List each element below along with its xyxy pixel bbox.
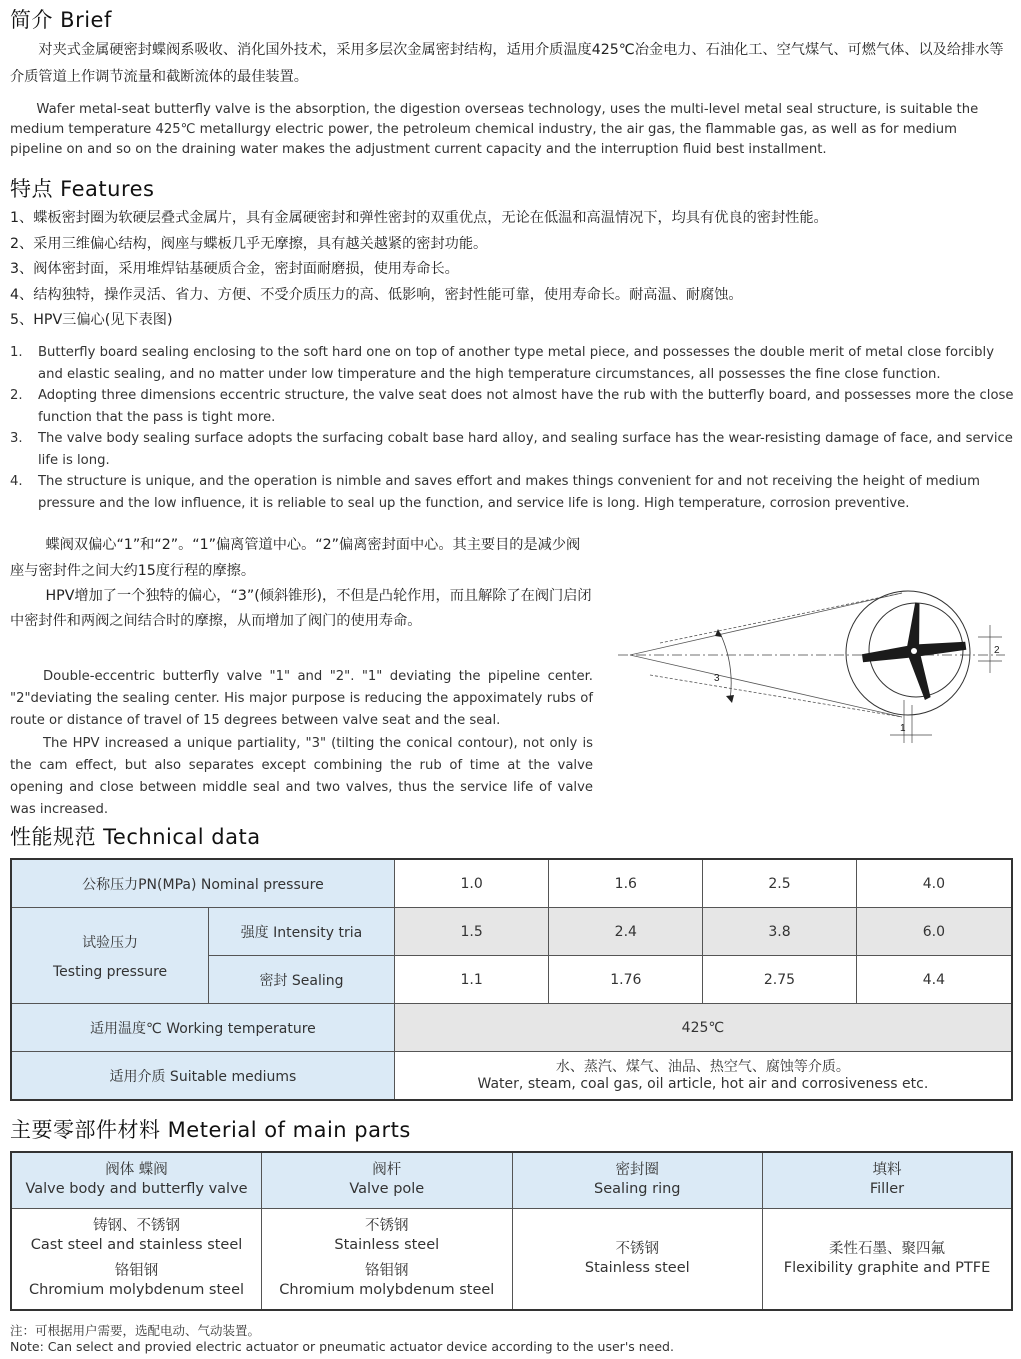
eccentric-en-2: The HPV increased a unique partiality, "3" (tilting the conical contour), not only is the cam effect, but also separates except combining the rub of time at the valve opening and close between middle seal and two valves, thus the service life of valve was increased. xyxy=(10,736,593,817)
cell-body xyxy=(11,1208,262,1310)
brief-en: Wafer metal-seat butterfly valve is the absorption, the digestion overseas technology, uses the multi-level metal seal structure, is suitable the medium temperature 425℃ metallurgy electric power, the petroleum chemical industry, the air gas, the flammable gas, as well as for medium pipeline on and so on the draining water makes the adjustment current capacity and the interruption fluid best installment. xyxy=(10,102,979,157)
nominal-value: 1.0 xyxy=(394,859,549,908)
testing-pressure-label xyxy=(11,908,209,1004)
cone-line-dashed-upper xyxy=(660,593,902,643)
feature-en-number: 4. xyxy=(10,474,23,489)
sealing-value: 1.76 xyxy=(549,956,703,1004)
feature-cn-5: 5、HPV三偏心(见下表图) xyxy=(10,312,173,328)
cell-pole xyxy=(262,1208,513,1310)
feature-en-number: 1. xyxy=(10,345,23,360)
arc-arrow-bottom xyxy=(726,695,734,703)
materials-heading: 主要零部件材料 Meterial of main parts xyxy=(10,1118,411,1142)
nominal-value: 2.5 xyxy=(703,859,857,908)
sealing-label: 密封 Sealing xyxy=(209,956,395,1004)
material-line: Cast steel and stainless steel xyxy=(30,1237,243,1254)
eccentric-en-1: Double-eccentric butterfly valve "1" and "2". "1" deviating the pipeline center. "2"deviating the sealing center. His major purpose is reducing the appoximately rubs of route or distance of travel of 15 degrees between valve seat and the seal. xyxy=(10,669,593,728)
material-line: Flexibility graphite and PTFE xyxy=(783,1259,991,1276)
intensity-value: 1.5 xyxy=(394,908,549,956)
nominal-pressure-label: 公称压力PN(MPa) Nominal pressure xyxy=(11,859,394,908)
header-cn: 密封圈 xyxy=(615,1162,660,1179)
material-line: 铬钼钢 xyxy=(365,1263,409,1280)
feature-en-list xyxy=(10,342,1014,514)
temperature-label: 适用温度℃ Working temperature xyxy=(11,1004,394,1052)
label-1: 1 xyxy=(900,723,906,734)
material-line: 铬钼钢 xyxy=(114,1263,159,1280)
angle-arc xyxy=(720,633,731,700)
material-line: 铸钢、不锈钢 xyxy=(93,1218,181,1235)
header-body xyxy=(11,1152,262,1208)
feature-cn-3: 3、阀体密封面，采用堆焊钴基硬质合金，密封面耐磨损，使用寿命长。 xyxy=(10,261,459,277)
table-row xyxy=(11,859,1012,908)
medium-cn: 水、蒸汽、煤气、油品、热空气、腐蚀等介质。 xyxy=(555,1058,850,1075)
medium-value xyxy=(394,1052,1012,1101)
header-pole xyxy=(262,1152,513,1208)
feature-cn-1: 1、蝶板密封圈为软硬层叠式金属片，具有金属硬密封和弹性密封的双重优点，无论在低温和高温情况下，均具有优良的密封性能。 xyxy=(10,210,828,226)
brief-heading: 简介 Brief xyxy=(10,8,112,32)
table-row xyxy=(11,1208,1012,1310)
feature-en-item xyxy=(10,471,1014,514)
header-en: Valve pole xyxy=(349,1181,425,1198)
shaft-center xyxy=(911,648,917,654)
technical-heading: 性能规范 Technical data xyxy=(10,825,261,849)
nominal-value: 1.6 xyxy=(549,859,703,908)
feature-en-item xyxy=(10,385,1014,428)
table-row xyxy=(11,1052,1012,1101)
feature-en-item xyxy=(10,428,1014,471)
cell-ring xyxy=(512,1208,762,1310)
nominal-value: 4.0 xyxy=(856,859,1012,908)
header-en: Sealing ring xyxy=(594,1181,681,1198)
header-cn: 阀体 蝶阀 xyxy=(105,1162,168,1179)
cone-line-lower xyxy=(630,655,902,717)
feature-en-text: Butterfly board sealing enclosing to the soft hard one on top of another type metal piece, and possesses the double merit of metal close forcibly and elastic sealing, and no matter under low timperature and the high temperature circumstances, all possesses the fine close function. xyxy=(38,345,995,382)
temperature-value: 425℃ xyxy=(394,1004,1012,1052)
medium-en: Water, steam, coal gas, oil article, hot air and corrosiveness etc. xyxy=(477,1075,929,1092)
table-row xyxy=(11,908,1012,956)
intensity-value: 2.4 xyxy=(549,908,703,956)
sealing-value: 4.4 xyxy=(856,956,1012,1004)
cell-filler xyxy=(763,1208,1013,1310)
eccentric-cn-2: HPV增加了一个独特的偏心，“3”(倾斜锥形)，不但是凸轮作用，而且解除了在阀门启闭中密封件和两阀之间结合时的摩擦，从而增加了阀门的使用寿命。 xyxy=(10,588,592,629)
triple-eccentric-diagram xyxy=(610,585,1015,750)
material-line: Chromium molybdenum steel xyxy=(279,1282,495,1299)
cone-line-dashed-lower xyxy=(650,675,902,717)
material-line: Stainless steel xyxy=(334,1237,440,1254)
eccentric-cn-1: 蝶阀双偏心“1”和“2”。“1”偏离管道中心。“2”偏离密封面中心。其主要目的是减少阀座与密封件之间大约15度行程的摩擦。 xyxy=(10,537,581,579)
label-2: 2 xyxy=(994,645,1000,656)
header-cn: 填料 xyxy=(872,1162,902,1179)
medium-label: 适用介质 Suitable mediums xyxy=(11,1052,394,1101)
feature-en-item xyxy=(10,342,1014,385)
header-en: Filler xyxy=(869,1181,905,1198)
materials-table xyxy=(10,1151,1013,1311)
material-line: 柔性石墨、聚四氟 xyxy=(829,1240,945,1257)
sealing-value: 1.1 xyxy=(394,956,549,1004)
header-en: Valve body and butterfly valve xyxy=(25,1181,248,1198)
brief-cn: 对夹式金属硬密封蝶阀系吸收、消化国外技术，采用多层次金属密封结构，适用介质温度425℃冶金电力、石油化工、空气煤气、可燃气体、以及给排水等介质管道上作调节流量和截断流体的最佳装置。 xyxy=(10,42,1004,85)
material-line: 不锈钢 xyxy=(365,1218,409,1235)
feature-cn-2: 2、采用三维偏心结构，阀座与蝶板几乎无摩擦，具有越关越紧的密封功能。 xyxy=(10,236,488,252)
header-cn: 阀杆 xyxy=(372,1162,402,1179)
material-line: Chromium molybdenum steel xyxy=(28,1282,245,1299)
header-filler xyxy=(763,1152,1013,1208)
testing-pressure-cn: 试验压力 xyxy=(82,934,139,951)
feature-en-text: Adopting three dimensions eccentric structure, the valve seat does not almost have the rub with the butterfly board, and possesses more the close function that the pass is tight more. xyxy=(38,388,1014,425)
label-3: 3 xyxy=(714,673,720,684)
features-heading: 特点 Features xyxy=(10,177,155,201)
header-ring xyxy=(512,1152,762,1208)
material-line: 不锈钢 xyxy=(615,1240,660,1257)
feature-en-text: The structure is unique, and the operation is nimble and saves effort and makes things convenient for and not receiving the height of medium pressure and the low influence, it is reliable to seal up the function, and service life is long. High temperature, corrosion preventive. xyxy=(38,474,981,511)
cone-line-upper xyxy=(630,593,902,655)
feature-en-text: The valve body sealing surface adopts the surfacing cobalt base hard alloy, and sealing surface has the wear-resisting damage of face, and service life is long. xyxy=(38,431,1013,468)
sealing-value: 2.75 xyxy=(703,956,857,1004)
feature-en-number: 2. xyxy=(10,388,23,403)
testing-pressure-en: Testing pressure xyxy=(53,963,168,980)
material-line: Stainless steel xyxy=(584,1259,690,1276)
feature-en-number: 3. xyxy=(10,431,23,446)
intensity-value: 6.0 xyxy=(856,908,1012,956)
feature-cn-4: 4、结构独特，操作灵活、省力、方便、不受介质压力的高、低影响，密封性能可靠，使用寿命长。耐高温、耐腐蚀。 xyxy=(10,287,743,303)
note-en: Note: Can select and provied electric actuator or pneumatic actuator device according to the user's need. xyxy=(10,1339,674,1354)
note-cn: 注：可根据用户需要，选配电动、气动装置。 xyxy=(10,1323,261,1338)
table-row xyxy=(11,1004,1012,1052)
intensity-value: 3.8 xyxy=(703,908,857,956)
technical-table xyxy=(10,858,1013,1101)
table-row xyxy=(11,1152,1012,1208)
intensity-label: 强度 Intensity tria xyxy=(209,908,395,956)
